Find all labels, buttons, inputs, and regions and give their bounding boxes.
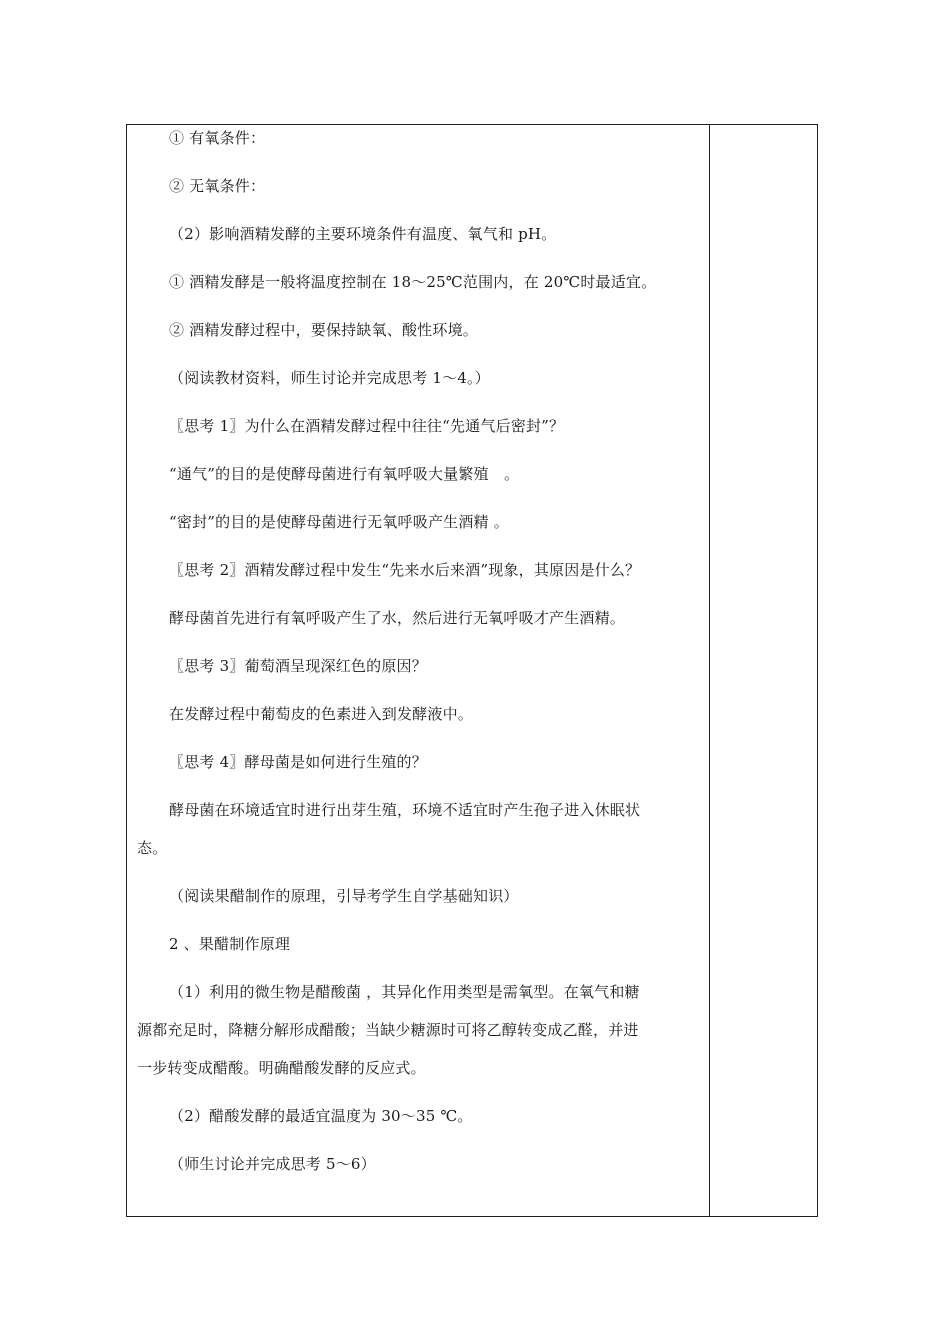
- text-line: （1）利用的微生物是醋酸菌 ，其异化作用类型是需氧型。在氧气和糖: [169, 983, 640, 1001]
- text-line-continued: 一步转变成醋酸。明确醋酸发酵的反应式。: [137, 1059, 426, 1077]
- answer-line: 酵母菌首先进行有氧呼吸产生了水，然后进行无氧呼吸才产生酒精。: [169, 609, 626, 627]
- text-line: ① 酒精发酵是一般将温度控制在 18～25℃范围内，在 20℃时最适宜。: [169, 273, 657, 291]
- question-line: 〖思考 3〗葡萄酒呈现深红色的原因？: [169, 657, 427, 675]
- text-line: ① 有氧条件：: [169, 129, 266, 147]
- text-line: （师生讨论并完成思考 5～6）: [169, 1155, 376, 1173]
- text-line-continued: 源都充足时，降糖分解形成醋酸；当缺少糖源时可将乙醇转变成乙醛，并进: [137, 1021, 639, 1039]
- answer-line: 酵母菌在环境适宜时进行出芽生殖，环境不适宜时产生孢子进入休眠状: [169, 801, 641, 819]
- text-line: （阅读果醋制作的原理，引导考学生自学基础知识）: [169, 887, 519, 905]
- answer-line: “密封”的目的是使酵母菌进行无氧呼吸产生酒精 。: [169, 513, 509, 531]
- answer-line: “通气”的目的是使酵母菌进行有氧呼吸大量繁殖 。: [169, 465, 520, 483]
- text-line: （阅读教材资料，师生讨论并完成思考 1～4。）: [169, 369, 490, 387]
- table-main-cell: [137, 124, 702, 1217]
- section-heading: 2 、果醋制作原理: [169, 935, 291, 953]
- answer-line: 在发酵过程中葡萄皮的色素进入到发酵液中。: [169, 705, 474, 723]
- text-line: ② 酒精发酵过程中，要保持缺氧、酸性环境。: [169, 321, 478, 339]
- question-line: 〖思考 2〗酒精发酵过程中发生“先来水后来酒”现象，其原因是什么？: [169, 561, 641, 579]
- question-line: 〖思考 1〗为什么在酒精发酵过程中往往“先通气后密封”？: [169, 417, 565, 435]
- answer-line-continued: 态。: [137, 839, 168, 857]
- text-line: ② 无氧条件：: [169, 177, 266, 195]
- text-line: （2）影响酒精发酵的主要环境条件有温度、氧气和 pH。: [169, 225, 557, 243]
- text-line: （2）醋酸发酵的最适宜温度为 30～35 ℃。: [169, 1107, 473, 1125]
- column-divider: [709, 124, 710, 1217]
- question-line: 〖思考 4〗酵母菌是如何进行生殖的？: [169, 753, 427, 771]
- table-side-cell: [711, 124, 817, 1217]
